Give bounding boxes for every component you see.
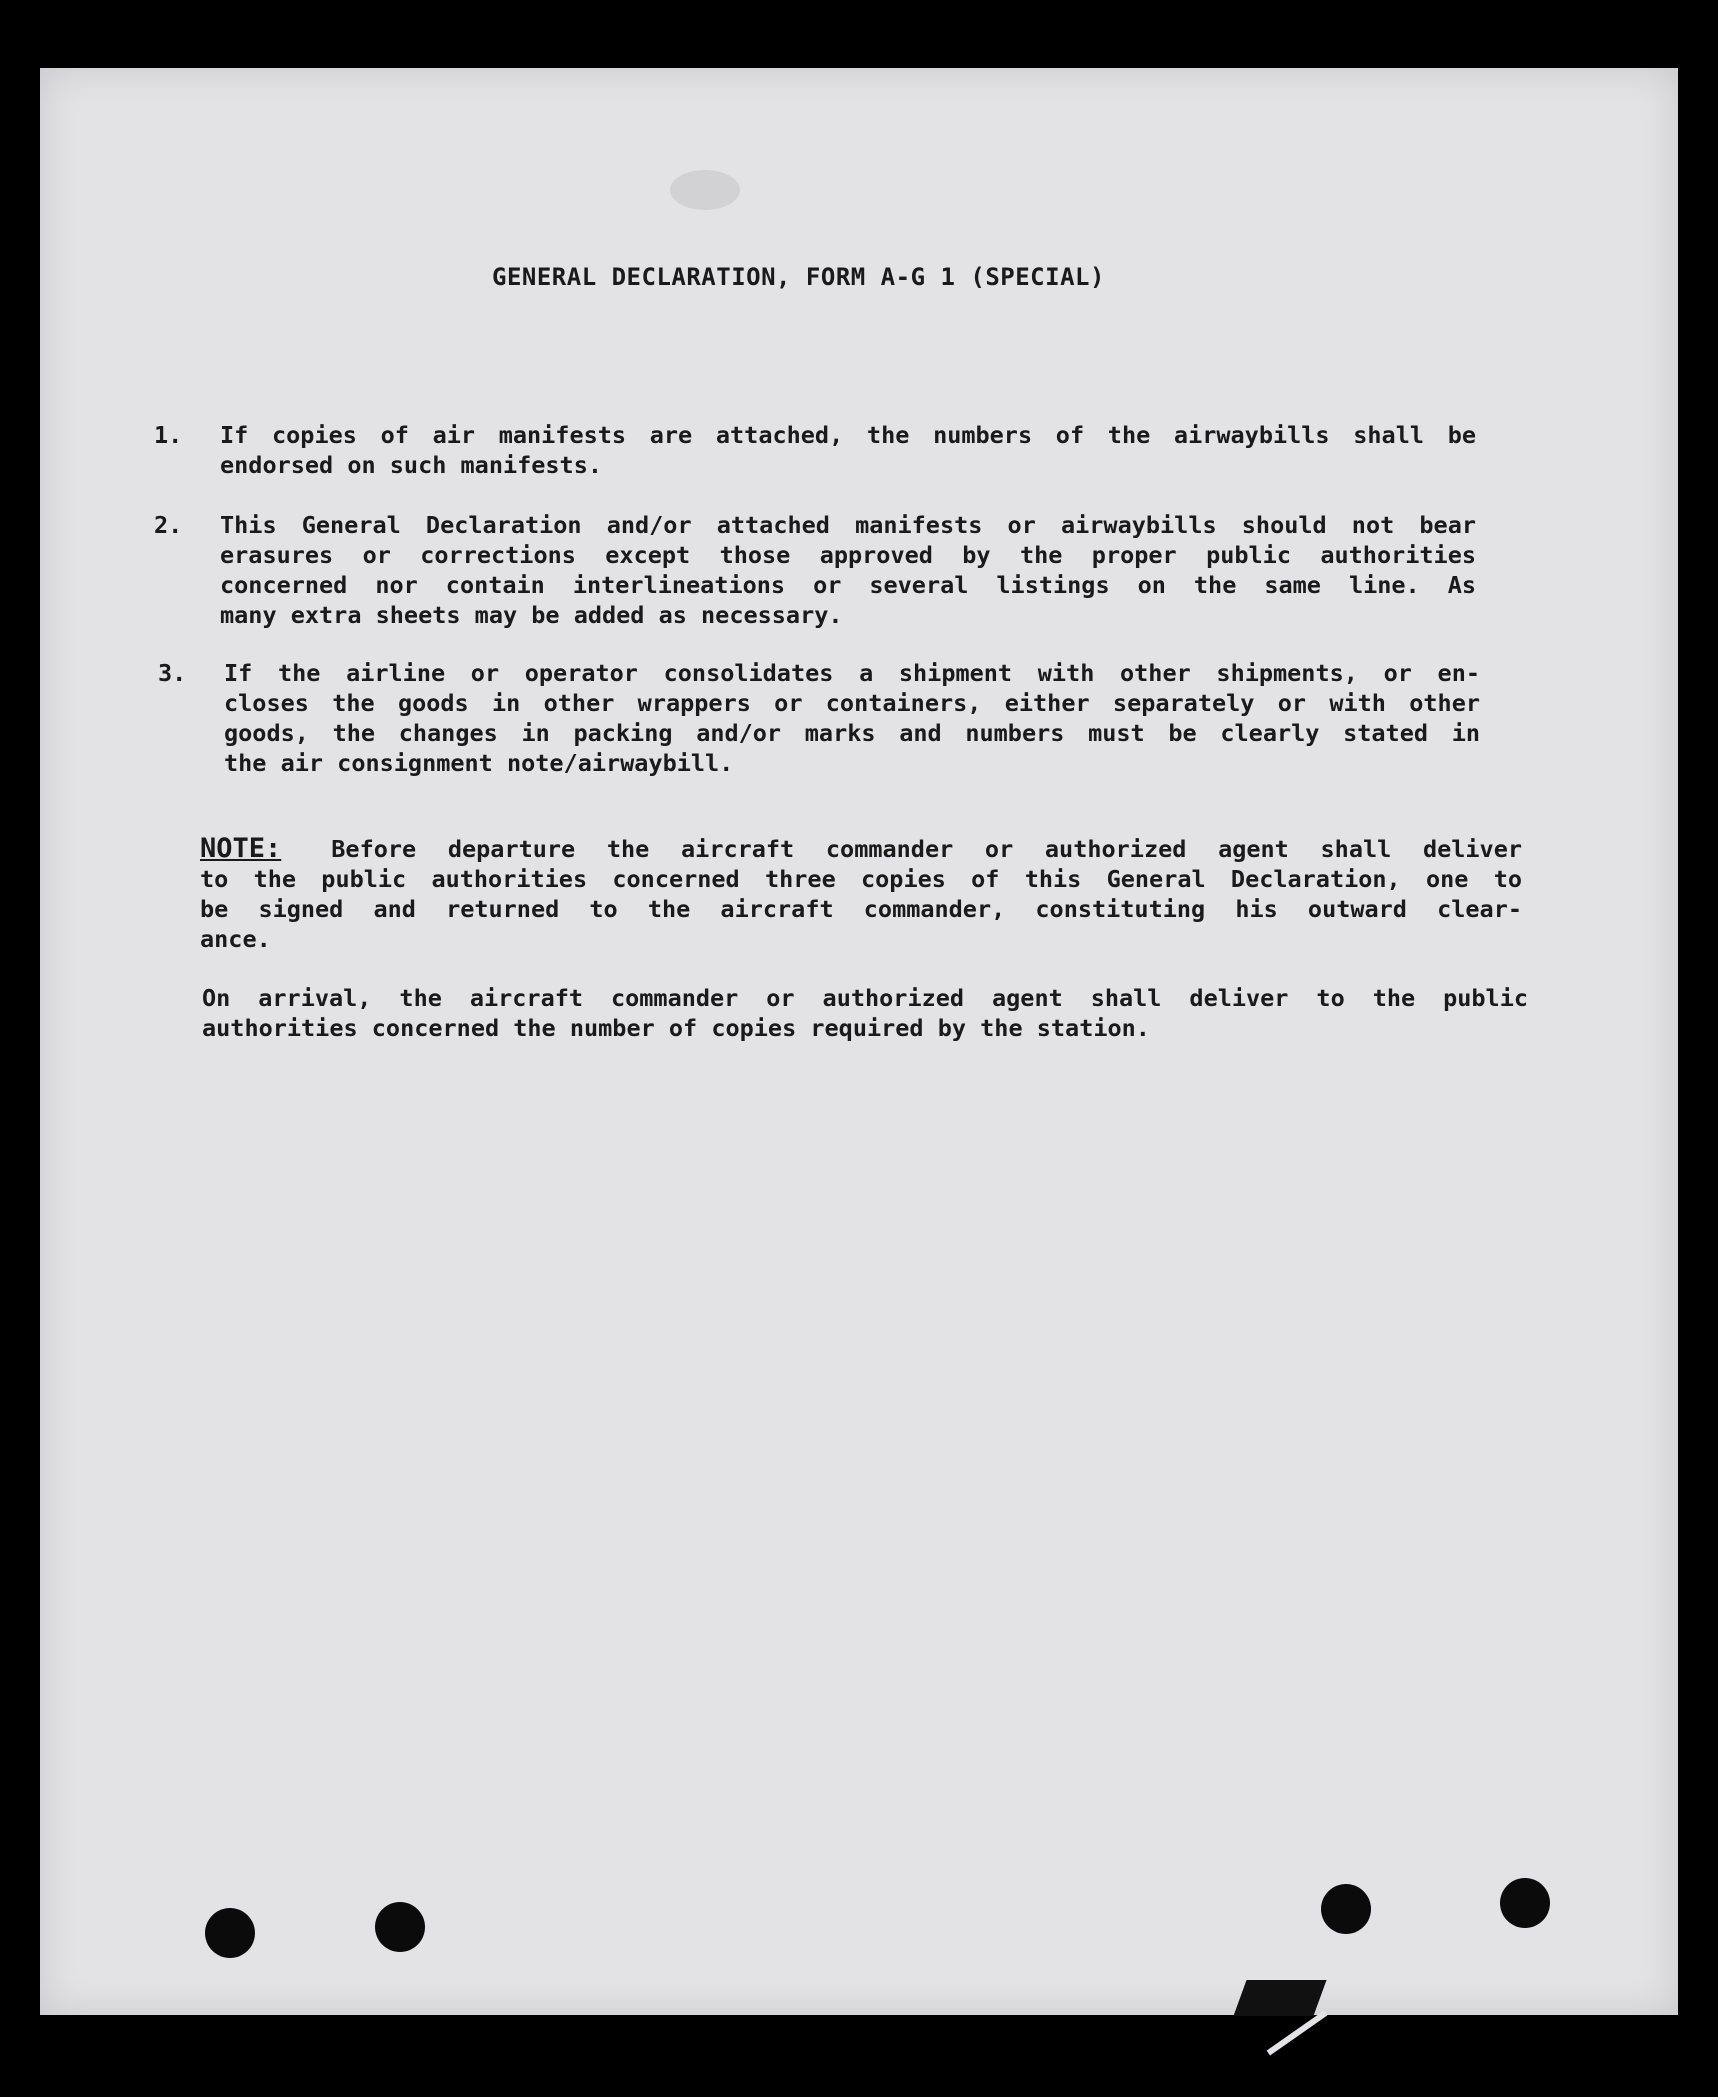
item-line: If copies of air manifests are attached, the numbers of the airwaybills shall be (220, 421, 1476, 449)
punch-hole-right-1 (1321, 1884, 1371, 1934)
torn-corner-mark (1233, 1980, 1326, 2016)
punch-hole-left-1 (205, 1908, 255, 1958)
note-line: ance. (200, 925, 271, 953)
item-line: closes the goods in other wrappers or containers, either separately or with other (224, 689, 1480, 717)
note-line-text: Before departure the aircraft commander or authorized agent shall deliver (331, 835, 1522, 863)
document-title: GENERAL DECLARATION, FORM A-G 1 (SPECIAL) (492, 263, 1105, 291)
item-line: endorsed on such manifests. (220, 451, 603, 479)
item-number: 3. (158, 659, 187, 687)
note-paragraph (200, 834, 1522, 954)
arrival-line: authorities concerned the number of copies required by the station. (202, 1014, 1150, 1042)
item-line: concerned nor contain interlineations or several listings on the same line. As (220, 571, 1476, 599)
item-line: the air consignment note/airwaybill. (224, 749, 734, 777)
item-number: 2. (154, 511, 183, 539)
paper-scrap (1267, 2010, 1328, 2055)
item-text (220, 510, 1476, 630)
arrival-paragraph (202, 983, 1528, 1043)
punch-hole-right-2 (1500, 1878, 1550, 1928)
item-text (224, 658, 1480, 778)
item-line: This General Declaration and/or attached manifests or airwaybills should not bear (220, 511, 1476, 539)
arrival-line: On arrival, the aircraft commander or authorized agent shall deliver to the public (202, 984, 1528, 1012)
item-line: goods, the changes in packing and/or marks and numbers must be clearly stated in (224, 719, 1480, 747)
paper-smudge (670, 170, 740, 210)
note-line: to the public authorities concerned three copies of this General Declaration, one to (200, 865, 1522, 893)
item-text (220, 420, 1476, 480)
note-line (200, 834, 1522, 864)
punch-hole-left-2 (375, 1902, 425, 1952)
note-line: be signed and returned to the aircraft commander, constituting his outward clear- (200, 895, 1522, 923)
item-number: 1. (154, 421, 183, 449)
item-line: If the airline or operator consolidates a shipment with other shipments, or en- (224, 659, 1480, 687)
item-line: many extra sheets may be added as necessary. (220, 601, 843, 629)
note-label: NOTE: (200, 833, 282, 864)
item-line: erasures or corrections except those approved by the proper public authorities (220, 541, 1476, 569)
